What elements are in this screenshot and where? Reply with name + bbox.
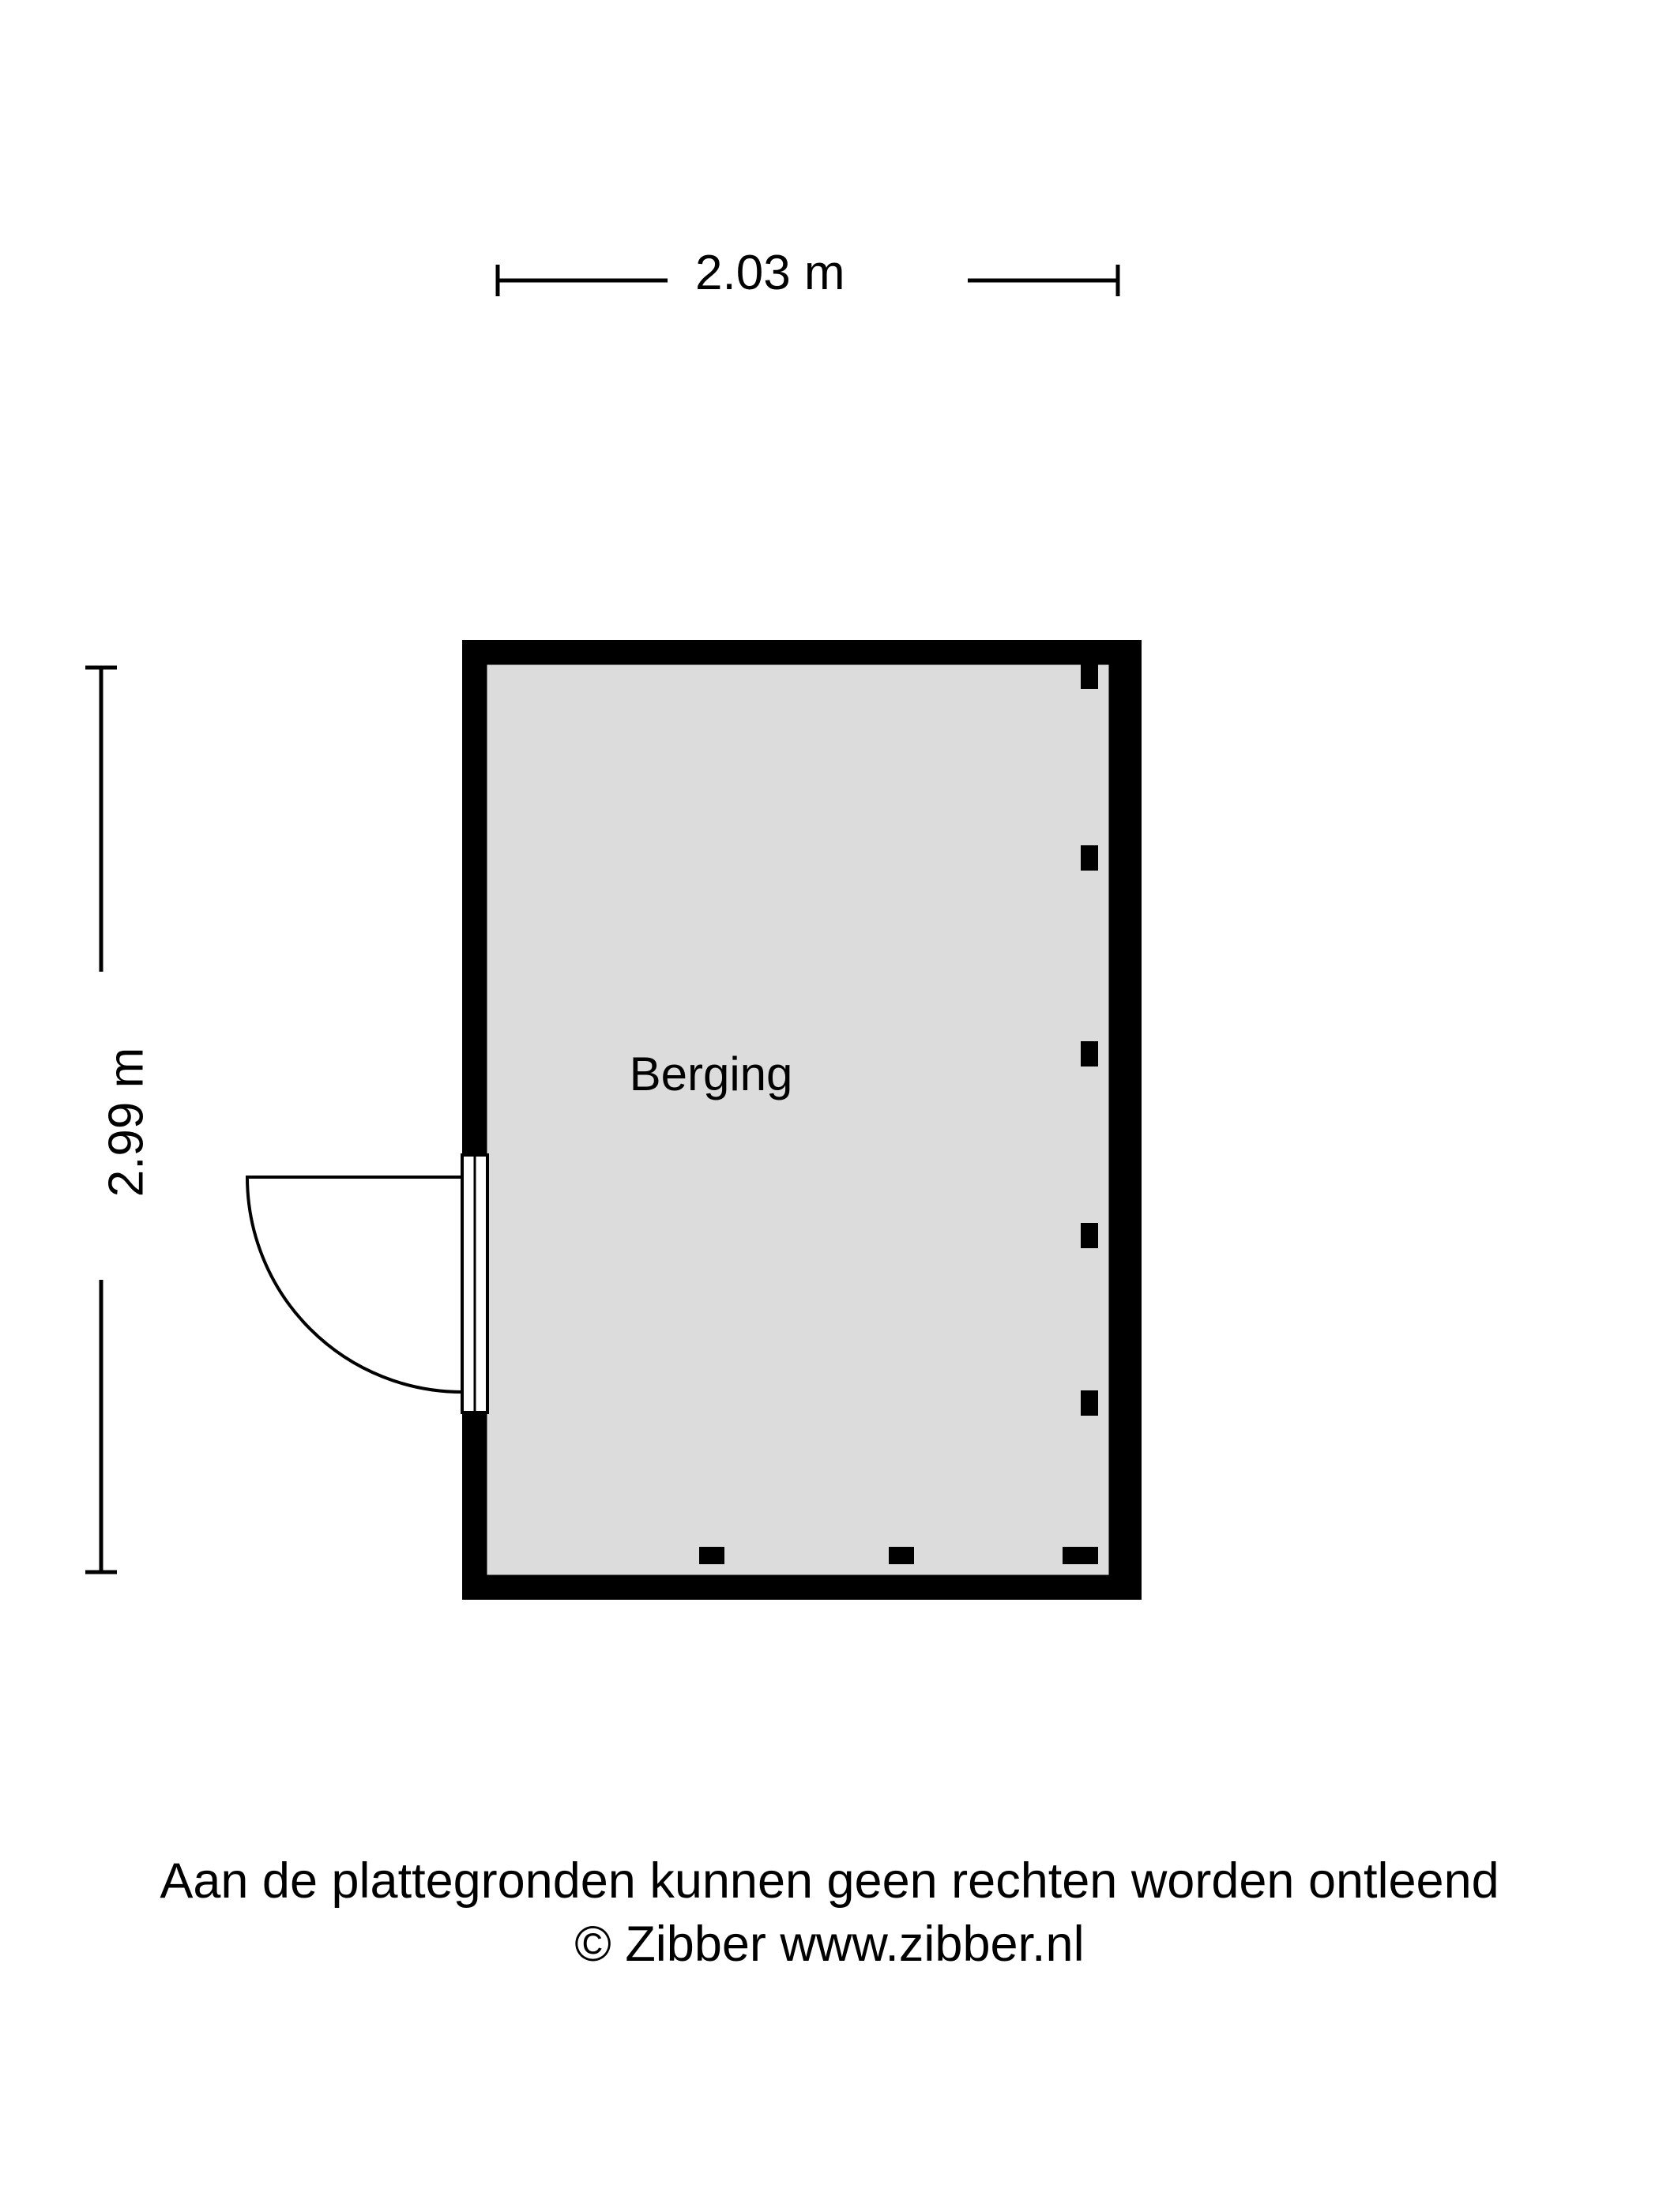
footer-copyright: © Zibber www.zibber.nl — [574, 1917, 1085, 1972]
door-swing-icon — [247, 1155, 487, 1413]
room-name-berging: Berging — [629, 1048, 793, 1100]
dimension-height-label: 2.99 m — [99, 1047, 154, 1198]
room-floor-berging — [486, 664, 1110, 1576]
footer-disclaimer: Aan de plattegronden kunnen geen rechten worden ontleend — [160, 1853, 1499, 1909]
dimension-width-label: 2.03 m — [695, 246, 845, 300]
